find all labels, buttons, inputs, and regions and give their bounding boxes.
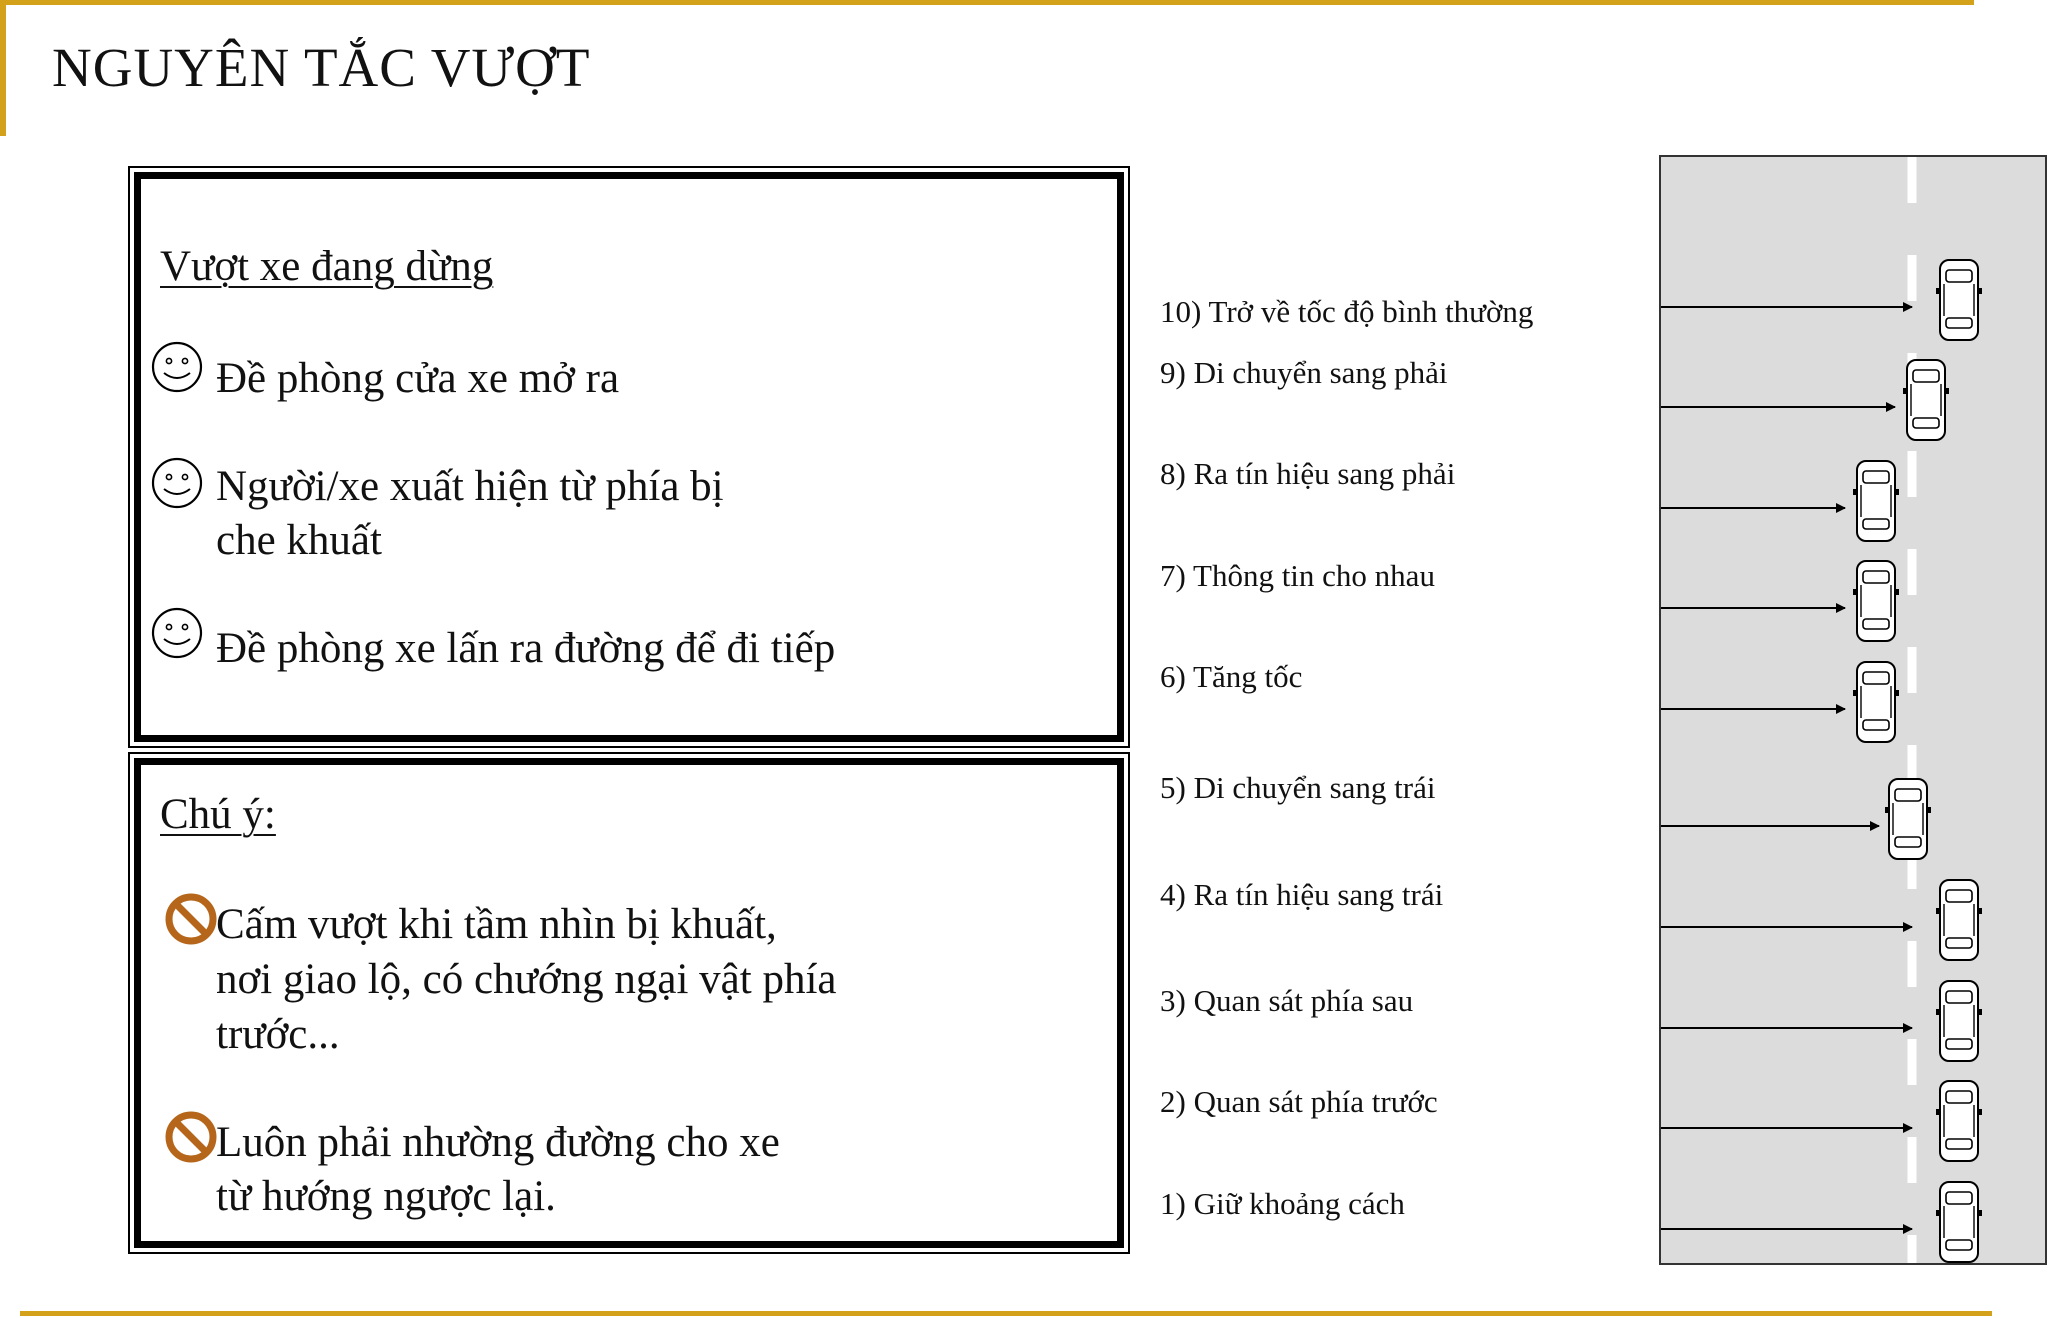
step-label-2: 2) Quan sát phía trước xyxy=(1160,1084,1438,1119)
road-diagram xyxy=(1655,155,2048,1267)
notes-item-1-line-3: trước... xyxy=(216,1011,340,1058)
notes-item-1-line-1: Cấm vượt khi tầm nhìn bị khuất, xyxy=(216,901,777,948)
step-label-5: 5) Di chuyển sang trái xyxy=(1160,770,1436,805)
notes-item-2-line-1: Luôn phải nhường đường cho xe xyxy=(216,1119,780,1166)
notes-heading: Chú ý: xyxy=(160,791,276,838)
notes-item-2-line-2: từ hướng ngược lại. xyxy=(216,1173,556,1220)
smiley-icon xyxy=(150,606,204,660)
step-label-10: 10) Trở về tốc độ bình thường xyxy=(1160,294,1534,329)
car-icon xyxy=(1885,779,1931,859)
top-gold-rule xyxy=(0,0,1974,5)
car-icon xyxy=(1936,1081,1982,1161)
step-label-3: 3) Quan sát phía sau xyxy=(1160,983,1414,1018)
no-entry-icon xyxy=(164,892,218,946)
car-icon xyxy=(1936,260,1982,340)
standing-item-2-line-1: Người/xe xuất hiện từ phía bị xyxy=(216,463,724,510)
step-label-8: 8) Ra tín hiệu sang phải xyxy=(1160,456,1456,491)
car-icon xyxy=(1903,360,1949,440)
standing-item-3-line-1: Đề phòng xe lấn ra đường để đi tiếp xyxy=(216,625,836,672)
car-icon xyxy=(1936,981,1982,1061)
car-icon xyxy=(1936,1182,1982,1262)
standing-item-1-line-1: Đề phòng cửa xe mở ra xyxy=(216,355,620,402)
car-icon xyxy=(1853,662,1899,742)
left-gold-rule xyxy=(0,0,6,136)
step-label-6: 6) Tăng tốc xyxy=(1160,659,1303,694)
no-entry-icon xyxy=(164,1110,218,1164)
notes-item-1-line-2: nơi giao lộ, có chướng ngại vật phía xyxy=(216,956,837,1003)
car-icon xyxy=(1936,880,1982,960)
step-label-1: 1) Giữ khoảng cách xyxy=(1160,1186,1405,1221)
step-label-9: 9) Di chuyển sang phải xyxy=(1160,355,1448,390)
car-icon xyxy=(1853,561,1899,641)
bottom-gold-rule xyxy=(20,1311,1992,1316)
step-label-7: 7) Thông tin cho nhau xyxy=(1160,558,1435,593)
smiley-icon xyxy=(150,340,204,394)
car-icon xyxy=(1853,461,1899,541)
step-label-4: 4) Ra tín hiệu sang trái xyxy=(1160,877,1444,912)
standing-item-2-line-2: che khuất xyxy=(216,517,382,564)
slide-title: NGUYÊN TẮC VƯỢT xyxy=(52,37,591,98)
smiley-icon xyxy=(150,456,204,510)
standing-heading: Vượt xe đang dừng xyxy=(160,243,494,290)
